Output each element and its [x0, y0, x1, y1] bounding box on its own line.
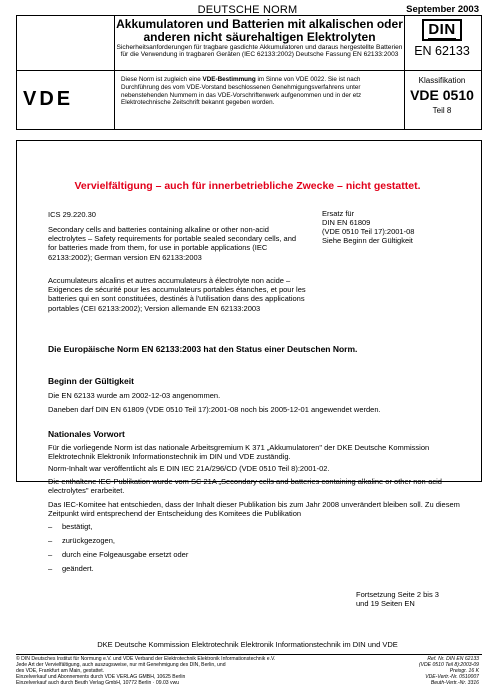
- classification-value: VDE 0510: [410, 87, 474, 103]
- classification-part: Teil 8: [432, 106, 452, 115]
- footer-line: Ref. Nr. DIN EN 62133: [427, 656, 479, 662]
- vde-band: [16, 70, 482, 130]
- foreword-paragraph: Für die vorliegende Norm ist das nationale Arbeitsgremium K 371 „Akkumulatoren" der DKE Deutsche Kommission Elektrotechnik Elektronik Informationstechnik im DIN und VDE zuständig.: [48, 443, 430, 462]
- foreword-heading: Nationales Vorwort: [48, 429, 125, 439]
- footer-copyright: [16, 656, 346, 686]
- din-number: EN 62133: [414, 44, 470, 58]
- list-item: [48, 564, 188, 578]
- replacement-line: (VDE 0510 Teil 17):2001-08: [322, 227, 415, 236]
- list-item-text: durch eine Folgeausgabe ersetzt oder: [62, 550, 189, 559]
- document-title: Akkumulatoren und Batterien mit alkalischen oder anderen nicht säurehaltigen Elektrolyten: [116, 17, 403, 44]
- bullet-dash: –: [48, 550, 53, 559]
- vde-note-pre: Diese Norm ist zugleich eine: [121, 76, 203, 83]
- replacement-info: [322, 209, 414, 245]
- list-item: [48, 536, 188, 550]
- vde-note: [121, 76, 398, 107]
- replacement-line: Ersatz für: [322, 209, 355, 218]
- din-cell: [403, 16, 481, 70]
- validity-paragraph: Die EN 62133 wurde am 2002-12-03 angenommen.: [48, 391, 221, 400]
- bullet-dash: –: [48, 522, 53, 531]
- footer-line: (VDE 0510 Teil 8):2003-09: [418, 662, 479, 668]
- status-statement: Die Europäische Norm EN 62133:2003 hat den Status einer Deutschen Norm.: [48, 344, 358, 354]
- footer-line: Preisgr. 16 K: [449, 668, 479, 674]
- footer-divider: [16, 654, 482, 655]
- footer-line: © DIN Deutsches Institut für Normung e.V. und VDE Verband der Elektrotechnik Elektronik Informationstechnik e.V.: [16, 656, 276, 662]
- foreword-paragraph: Die enthaltene IEC-Publikation wurde vom SC 21A „Secondary cells and batteries containing alkaline or other non-acid electrolytes" erarbeitet.: [48, 477, 442, 496]
- list-item-text: bestätigt,: [62, 522, 93, 531]
- footer-line: Einzelverkauf und Abonnements durch VDE VERLAG GMBH, 10625 Berlin: [16, 674, 186, 680]
- bullet-dash: –: [48, 536, 53, 545]
- english-title: Secondary cells and batteries containing alkaline or other non-acid electrolytes – Safety requirements for portable sealed secondary cells, and for batteries made from them, for use in portable applications (IEC 62133:2002); German version EN 62133:2003: [48, 225, 297, 262]
- foreword-paragraph: Norm-Inhalt war veröffentlicht als E DIN IEC 21A/296/CD (VDE 0510 Teil 8):2001-02.: [48, 464, 330, 473]
- din-logo-text: DIN: [428, 21, 456, 38]
- classification-cell: [403, 70, 481, 115]
- validity-heading: Beginn der Gültigkeit: [48, 376, 134, 386]
- vde-logo: VDE: [23, 88, 74, 110]
- validity-paragraph: Daneben darf DIN EN 61809 (VDE 0510 Teil 17):2001-08 noch bis 2005-12-01 angewendet werden.: [48, 405, 381, 414]
- list-item: [48, 550, 188, 564]
- continuation-note: [356, 590, 439, 609]
- continuation-line: Fortsetzung Seite 2 bis 3: [356, 590, 439, 599]
- foreword-paragraph: Das IEC-Komitee hat entschieden, dass der Inhalt dieser Publikation bis zum Jahr 2008 unverändert bleiben soll. Zu diesem Zeitpunkt wird entsprechend der Entscheidung des Komitees die Publikation: [48, 500, 460, 519]
- publication-date: September 2003: [406, 4, 479, 15]
- list-item: [48, 522, 188, 536]
- footer-reference: [419, 656, 479, 686]
- dke-statement: DKE Deutsche Kommission Elektrotechnik Elektronik Informationstechnik im DIN und VDE: [97, 640, 398, 649]
- document-subtitle: Sicherheitsanforderungen für tragbare gasdichte Akkumulatoren und daraus hergestellte Batterien für die Verwendung in tragbaren Geräten (IEC 62133:2002) Deutsche Fassung EN 62133:2003: [116, 44, 403, 59]
- din-logo: [422, 19, 461, 41]
- replacement-line: DIN EN 61809: [322, 218, 371, 227]
- header-box: [16, 15, 482, 71]
- footer-line: Jede Art der Vervielfältigung, auch auszugsweise, nur mit Genehmigung des DIN, Berlin, und: [16, 662, 226, 668]
- list-item-text: zurückgezogen,: [62, 536, 115, 545]
- footer-line: Einzelverkauf auch durch Beuth Verlag GmbH, 10772 Berlin · 09.03 vwu: [16, 680, 180, 686]
- ics-code: ICS 29.220.30: [48, 210, 96, 219]
- decision-list: [48, 522, 188, 578]
- reproduction-notice: Vervielfältigung – auch für innerbetriebliche Zwecke – nicht gestattet.: [74, 180, 421, 192]
- french-title: Accumulateurs alcalins et autres accumulateurs à électrolyte non acide – Exigences de sécurité pour les accumulateurs portables étanches, et pour les batteries qui en sont constituées, destinés à l'utilisation dans des applications portables (CEI 62133:2002); Version allemande EN 62133:2003: [48, 276, 306, 313]
- classification-label: Klassifikation: [418, 76, 466, 85]
- footer-line: VDE-Vertr.-Nr. 0510007: [425, 674, 479, 680]
- replacement-line: Siehe Beginn der Gültigkeit: [322, 236, 413, 245]
- continuation-line: und 19 Seiten EN: [356, 599, 415, 609]
- title-cell: [114, 16, 405, 70]
- vde-note-post: im Sinne von VDE 0022. Sie ist nach Durchführung des vom VDE-Vorstand beschlossenen Genehmigungsverfahrens unter nebenstehenden Nummern in das VDE-Vorschriftenwerk aufgenommen und in der etz Elektrotechnische Zeitschrift bekannt gegeben worden.: [121, 76, 362, 107]
- footer-line: des VDE, Frankfurt am Main, gestattet.: [16, 668, 105, 674]
- norm-type-label: DEUTSCHE NORM: [197, 4, 298, 16]
- vde-note-cell: [114, 70, 405, 129]
- footer-line: Beuth-Vertr.-Nr. 3316: [430, 680, 479, 686]
- vde-note-bold: VDE-Bestimmung: [202, 76, 256, 83]
- list-item-text: geändert.: [62, 564, 94, 573]
- bullet-dash: –: [48, 564, 53, 573]
